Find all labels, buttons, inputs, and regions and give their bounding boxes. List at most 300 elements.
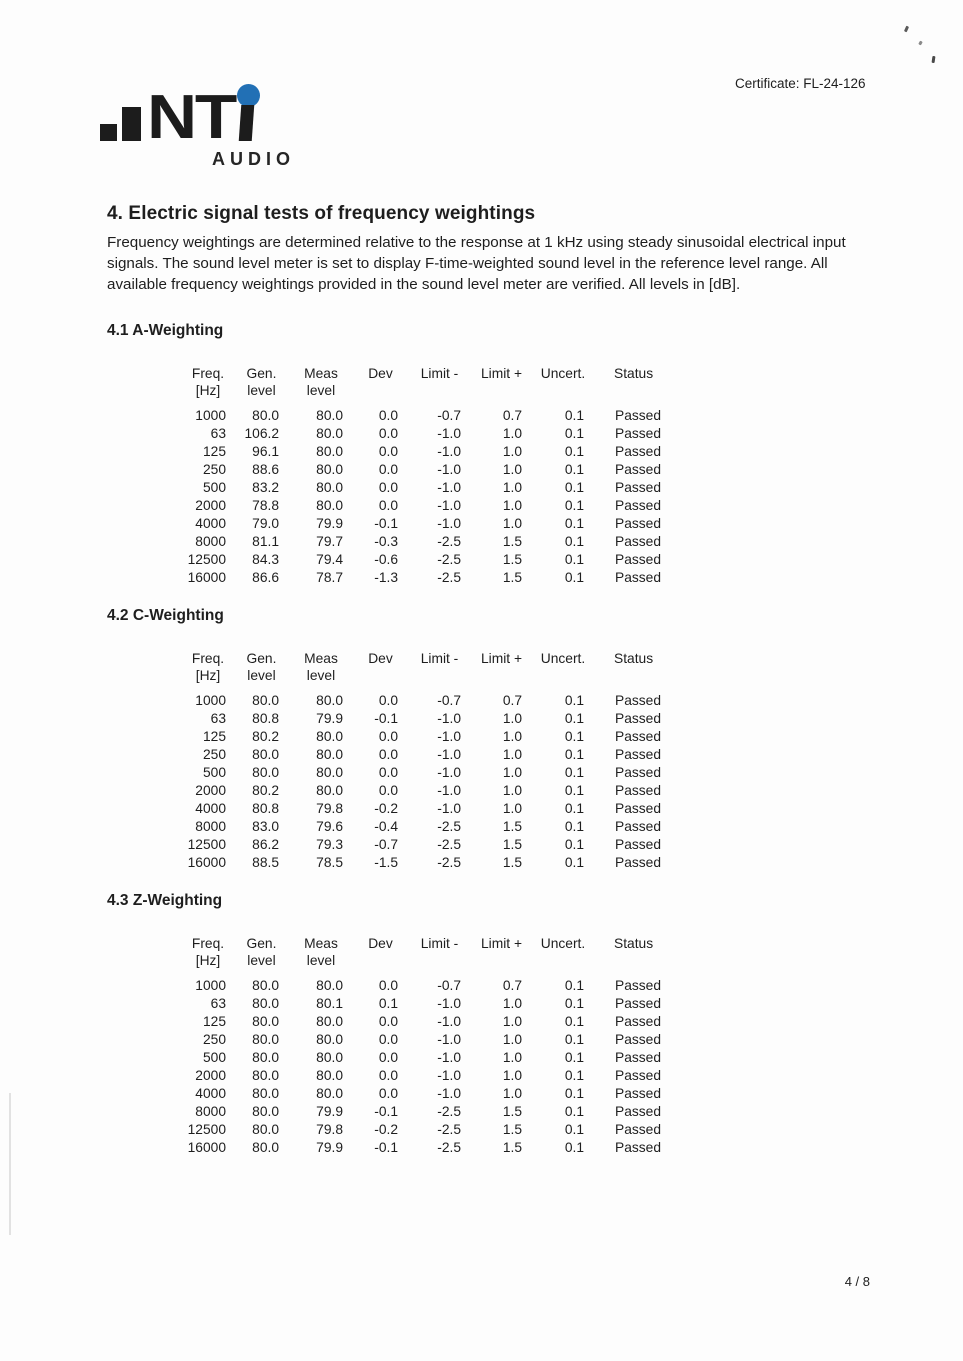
cell-dev: -0.1 xyxy=(374,710,398,726)
cell-meas-level: 80.0 xyxy=(316,1049,343,1065)
cell-meas-level: 79.9 xyxy=(316,1139,343,1155)
table-heading: 4.2 C-Weighting xyxy=(107,606,224,624)
cell-limit-minus: -0.7 xyxy=(437,407,461,423)
cell-freq: 8000 xyxy=(195,818,226,834)
cell-meas-level: 80.0 xyxy=(316,1067,343,1083)
cell-freq: 500 xyxy=(202,479,226,495)
table-row xyxy=(182,977,680,995)
column-header-freq: Freq. [Hz] xyxy=(191,365,225,398)
cell-dev: 0.0 xyxy=(378,425,398,441)
cell-status: Passed xyxy=(615,1121,662,1137)
cell-limit-minus: -1.0 xyxy=(437,1013,461,1029)
column-header-meas-level: Meas level xyxy=(304,935,338,968)
cell-uncert: 0.1 xyxy=(564,836,584,852)
logo-bar-chart-icon xyxy=(100,124,117,141)
cell-freq: 8000 xyxy=(195,1103,226,1119)
cell-gen-level: 80.0 xyxy=(252,1013,279,1029)
logo-blue-dot-icon xyxy=(237,84,260,107)
table-row xyxy=(182,782,680,800)
cell-status: Passed xyxy=(615,497,662,513)
cell-gen-level: 80.0 xyxy=(252,746,279,762)
cell-uncert: 0.1 xyxy=(564,461,584,477)
cell-dev: -0.3 xyxy=(374,533,398,549)
cell-dev: 0.0 xyxy=(378,1049,398,1065)
table-header-row xyxy=(182,650,680,692)
logo-i-stem xyxy=(238,105,254,141)
cell-limit-plus: 1.5 xyxy=(502,836,522,852)
cell-status: Passed xyxy=(615,1049,662,1065)
column-header-meas-level: Meas level xyxy=(304,650,338,683)
cell-status: Passed xyxy=(615,818,662,834)
cell-dev: -0.1 xyxy=(374,1103,398,1119)
cell-limit-plus: 1.0 xyxy=(502,764,522,780)
cell-freq: 63 xyxy=(210,995,226,1011)
cell-limit-minus: -2.5 xyxy=(437,818,461,834)
cell-dev: 0.0 xyxy=(378,782,398,798)
cell-dev: 0.0 xyxy=(378,479,398,495)
cell-limit-minus: -2.5 xyxy=(437,1139,461,1155)
cell-meas-level: 80.0 xyxy=(316,443,343,459)
column-header-status: Status xyxy=(614,365,654,381)
cell-meas-level: 79.4 xyxy=(316,551,343,567)
cell-gen-level: 80.0 xyxy=(252,407,279,423)
cell-limit-plus: 1.0 xyxy=(502,800,522,816)
cell-uncert: 0.1 xyxy=(564,995,584,1011)
cell-dev: 0.0 xyxy=(378,728,398,744)
cell-limit-minus: -1.0 xyxy=(437,710,461,726)
logo-letter-i xyxy=(236,84,261,142)
cell-freq: 250 xyxy=(202,461,226,477)
table-row xyxy=(182,1049,680,1067)
cell-dev: -0.1 xyxy=(374,1139,398,1155)
table-heading: 4.1 A-Weighting xyxy=(107,321,224,339)
cell-freq: 4000 xyxy=(195,1085,226,1101)
cell-limit-plus: 0.7 xyxy=(502,692,522,708)
cell-dev: 0.0 xyxy=(378,407,398,423)
cell-gen-level: 80.8 xyxy=(252,800,279,816)
cell-status: Passed xyxy=(615,407,662,423)
cell-freq: 4000 xyxy=(195,800,226,816)
cell-status: Passed xyxy=(615,479,662,495)
cell-meas-level: 80.0 xyxy=(316,479,343,495)
cell-freq: 63 xyxy=(210,425,226,441)
column-header-gen-level: Gen. level xyxy=(246,365,277,398)
cell-gen-level: 80.8 xyxy=(252,710,279,726)
weighting-section-z xyxy=(107,892,863,1157)
cell-status: Passed xyxy=(615,533,662,549)
cell-status: Passed xyxy=(615,854,662,870)
cell-dev: -1.3 xyxy=(374,569,398,585)
column-header-limit-plus: Limit + xyxy=(480,650,523,666)
cell-limit-plus: 0.7 xyxy=(502,977,522,993)
column-header-uncert: Uncert. xyxy=(540,650,586,666)
table-row xyxy=(182,764,680,782)
cell-limit-minus: -1.0 xyxy=(437,1085,461,1101)
cell-dev: 0.0 xyxy=(378,443,398,459)
table-row xyxy=(182,461,680,479)
cell-meas-level: 79.6 xyxy=(316,818,343,834)
cell-dev: 0.0 xyxy=(378,692,398,708)
cell-limit-minus: -1.0 xyxy=(437,800,461,816)
cell-dev: 0.0 xyxy=(378,1067,398,1083)
cell-gen-level: 84.3 xyxy=(252,551,279,567)
cell-limit-minus: -1.0 xyxy=(437,746,461,762)
cell-limit-plus: 1.0 xyxy=(502,1031,522,1047)
column-header-gen-level: Gen. level xyxy=(246,935,277,968)
cell-dev: 0.0 xyxy=(378,1085,398,1101)
cell-meas-level: 80.0 xyxy=(316,407,343,423)
cell-meas-level: 80.0 xyxy=(316,764,343,780)
column-header-uncert: Uncert. xyxy=(540,935,586,951)
cell-uncert: 0.1 xyxy=(564,1013,584,1029)
cell-limit-plus: 1.5 xyxy=(502,533,522,549)
scan-speck-artifact xyxy=(904,26,909,33)
cell-dev: -0.6 xyxy=(374,551,398,567)
cell-freq: 2000 xyxy=(195,497,226,513)
cell-limit-minus: -0.7 xyxy=(437,692,461,708)
cell-limit-minus: -1.0 xyxy=(437,995,461,1011)
cell-gen-level: 83.2 xyxy=(252,479,279,495)
cell-limit-plus: 1.0 xyxy=(502,515,522,531)
column-header-limit-minus: Limit - xyxy=(420,650,459,666)
cell-limit-plus: 1.0 xyxy=(502,782,522,798)
cell-status: Passed xyxy=(615,1031,662,1047)
cell-meas-level: 80.0 xyxy=(316,1085,343,1101)
table-row xyxy=(182,746,680,764)
cell-meas-level: 80.0 xyxy=(316,782,343,798)
cell-uncert: 0.1 xyxy=(564,1049,584,1065)
table-row xyxy=(182,407,680,425)
cell-freq: 16000 xyxy=(187,1139,226,1155)
cell-limit-minus: -1.0 xyxy=(437,1067,461,1083)
cell-meas-level: 79.8 xyxy=(316,1121,343,1137)
table-row xyxy=(182,533,680,551)
cell-limit-minus: -1.0 xyxy=(437,1031,461,1047)
cell-limit-plus: 1.0 xyxy=(502,425,522,441)
column-header-gen-level: Gen. level xyxy=(246,650,277,683)
cell-meas-level: 80.0 xyxy=(316,746,343,762)
table-row xyxy=(182,995,680,1013)
cell-limit-minus: -0.7 xyxy=(437,977,461,993)
cell-limit-plus: 1.5 xyxy=(502,1139,522,1155)
cell-limit-plus: 0.7 xyxy=(502,407,522,423)
cell-freq: 125 xyxy=(202,728,226,744)
cell-limit-plus: 1.0 xyxy=(502,746,522,762)
cell-meas-level: 80.0 xyxy=(316,692,343,708)
cell-meas-level: 80.0 xyxy=(316,1013,343,1029)
cell-status: Passed xyxy=(615,692,662,708)
cell-meas-level: 79.7 xyxy=(316,533,343,549)
cell-uncert: 0.1 xyxy=(564,764,584,780)
logo-bar-chart-icon xyxy=(122,107,141,141)
table-row xyxy=(182,1013,680,1031)
cell-limit-plus: 1.0 xyxy=(502,461,522,477)
z-weighting-table xyxy=(182,935,680,1157)
cell-gen-level: 80.2 xyxy=(252,728,279,744)
cell-status: Passed xyxy=(615,746,662,762)
column-header-status: Status xyxy=(614,935,654,951)
a-weighting-table xyxy=(182,365,680,587)
cell-freq: 1000 xyxy=(195,692,226,708)
cell-status: Passed xyxy=(615,977,662,993)
column-header-meas-level: Meas level xyxy=(304,365,338,398)
cell-gen-level: 80.2 xyxy=(252,782,279,798)
column-header-uncert: Uncert. xyxy=(540,365,586,381)
cell-uncert: 0.1 xyxy=(564,710,584,726)
cell-gen-level: 88.5 xyxy=(252,854,279,870)
weighting-section-a xyxy=(107,322,863,587)
cell-freq: 250 xyxy=(202,746,226,762)
cell-limit-plus: 1.0 xyxy=(502,497,522,513)
cell-limit-minus: -2.5 xyxy=(437,569,461,585)
cell-uncert: 0.1 xyxy=(564,800,584,816)
section-intro-paragraph: Frequency weightings are determined relative to the response at 1 kHz using steady sinusoidal electrical input signals. The sound level meter is set to display F-time-weighted sound level in the reference level range. All available frequency weightings provided in the sound level meter are verified. All levels in [dB]. xyxy=(107,234,846,294)
cell-uncert: 0.1 xyxy=(564,692,584,708)
cell-gen-level: 86.2 xyxy=(252,836,279,852)
cell-gen-level: 88.6 xyxy=(252,461,279,477)
cell-status: Passed xyxy=(615,710,662,726)
cell-limit-plus: 1.0 xyxy=(502,479,522,495)
cell-limit-plus: 1.5 xyxy=(502,1103,522,1119)
logo-wordmark xyxy=(100,82,296,152)
cell-limit-plus: 1.5 xyxy=(502,854,522,870)
cell-uncert: 0.1 xyxy=(564,1139,584,1155)
table-row xyxy=(182,854,680,872)
cell-status: Passed xyxy=(615,800,662,816)
cell-uncert: 0.1 xyxy=(564,746,584,762)
cell-dev: 0.0 xyxy=(378,1013,398,1029)
cell-uncert: 0.1 xyxy=(564,854,584,870)
cell-limit-minus: -1.0 xyxy=(437,443,461,459)
cell-gen-level: 80.0 xyxy=(252,995,279,1011)
cell-dev: -0.1 xyxy=(374,515,398,531)
cell-gen-level: 80.0 xyxy=(252,692,279,708)
cell-uncert: 0.1 xyxy=(564,1121,584,1137)
cell-gen-level: 80.0 xyxy=(252,1085,279,1101)
cell-gen-level: 80.0 xyxy=(252,1139,279,1155)
cell-status: Passed xyxy=(615,551,662,567)
cell-status: Passed xyxy=(615,836,662,852)
table-row xyxy=(182,1121,680,1139)
cell-meas-level: 80.0 xyxy=(316,461,343,477)
cell-uncert: 0.1 xyxy=(564,533,584,549)
cell-meas-level: 80.0 xyxy=(316,425,343,441)
certificate-number: Certificate: FL-24-126 xyxy=(735,76,866,91)
nti-audio-logo xyxy=(100,82,296,170)
column-header-limit-plus: Limit + xyxy=(480,365,523,381)
weighting-section-c xyxy=(107,607,863,872)
cell-limit-plus: 1.5 xyxy=(502,818,522,834)
cell-limit-minus: -1.0 xyxy=(437,782,461,798)
cell-status: Passed xyxy=(615,1139,662,1155)
cell-uncert: 0.1 xyxy=(564,728,584,744)
scan-speck-artifact xyxy=(932,56,936,63)
cell-status: Passed xyxy=(615,515,662,531)
cell-uncert: 0.1 xyxy=(564,551,584,567)
table-row xyxy=(182,800,680,818)
table-row xyxy=(182,692,680,710)
c-weighting-table xyxy=(182,650,680,872)
cell-status: Passed xyxy=(615,995,662,1011)
cell-dev: 0.1 xyxy=(378,995,398,1011)
cell-meas-level: 79.8 xyxy=(316,800,343,816)
table-row xyxy=(182,515,680,533)
cell-dev: -0.2 xyxy=(374,800,398,816)
cell-gen-level: 78.8 xyxy=(252,497,279,513)
cell-freq: 2000 xyxy=(195,782,226,798)
cell-uncert: 0.1 xyxy=(564,818,584,834)
cell-meas-level: 79.3 xyxy=(316,836,343,852)
table-row xyxy=(182,569,680,587)
cell-dev: 0.0 xyxy=(378,461,398,477)
cell-gen-level: 83.0 xyxy=(252,818,279,834)
cell-uncert: 0.1 xyxy=(564,497,584,513)
table-row xyxy=(182,425,680,443)
cell-gen-level: 81.1 xyxy=(252,533,279,549)
cell-limit-minus: -2.5 xyxy=(437,1121,461,1137)
cell-dev: 0.0 xyxy=(378,764,398,780)
cell-limit-plus: 1.0 xyxy=(502,1013,522,1029)
table-row xyxy=(182,836,680,854)
table-row xyxy=(182,728,680,746)
cell-dev: 0.0 xyxy=(378,977,398,993)
cell-uncert: 0.1 xyxy=(564,443,584,459)
cell-limit-plus: 1.0 xyxy=(502,728,522,744)
table-row xyxy=(182,818,680,836)
cell-meas-level: 80.1 xyxy=(316,995,343,1011)
cell-freq: 500 xyxy=(202,1049,226,1065)
cell-gen-level: 80.0 xyxy=(252,977,279,993)
cell-freq: 1000 xyxy=(195,977,226,993)
table-row xyxy=(182,1103,680,1121)
cell-freq: 12500 xyxy=(187,1121,226,1137)
cell-dev: 0.0 xyxy=(378,497,398,513)
cell-uncert: 0.1 xyxy=(564,1103,584,1119)
column-header-freq: Freq. [Hz] xyxy=(191,935,225,968)
cell-freq: 16000 xyxy=(187,854,226,870)
cell-limit-plus: 1.0 xyxy=(502,1049,522,1065)
cell-meas-level: 79.9 xyxy=(316,515,343,531)
cell-limit-plus: 1.0 xyxy=(502,710,522,726)
cell-limit-minus: -1.0 xyxy=(437,728,461,744)
scan-speck-artifact xyxy=(918,41,923,46)
table-row xyxy=(182,551,680,569)
cell-freq: 125 xyxy=(202,443,226,459)
cell-dev: 0.0 xyxy=(378,1031,398,1047)
cell-gen-level: 96.1 xyxy=(252,443,279,459)
table-header-row xyxy=(182,365,680,407)
column-header-limit-plus: Limit + xyxy=(480,935,523,951)
table-row xyxy=(182,1085,680,1103)
cell-meas-level: 78.7 xyxy=(316,569,343,585)
cell-gen-level: 80.0 xyxy=(252,1031,279,1047)
cell-meas-level: 80.0 xyxy=(316,728,343,744)
cell-uncert: 0.1 xyxy=(564,425,584,441)
table-row xyxy=(182,1139,680,1157)
cell-limit-minus: -1.0 xyxy=(437,515,461,531)
cell-limit-plus: 1.5 xyxy=(502,569,522,585)
table-row xyxy=(182,443,680,461)
column-header-status: Status xyxy=(614,650,654,666)
cell-freq: 125 xyxy=(202,1013,226,1029)
cell-gen-level: 106.2 xyxy=(244,425,279,441)
cell-freq: 16000 xyxy=(187,569,226,585)
table-row xyxy=(182,497,680,515)
cell-uncert: 0.1 xyxy=(564,977,584,993)
column-header-dev: Dev xyxy=(368,650,393,666)
cell-uncert: 0.1 xyxy=(564,1067,584,1083)
cell-dev: -0.4 xyxy=(374,818,398,834)
cell-freq: 12500 xyxy=(187,836,226,852)
cell-meas-level: 78.5 xyxy=(316,854,343,870)
cell-limit-plus: 1.0 xyxy=(502,1067,522,1083)
column-header-dev: Dev xyxy=(368,365,393,381)
table-row xyxy=(182,479,680,497)
cell-uncert: 0.1 xyxy=(564,782,584,798)
cell-dev: -0.7 xyxy=(374,836,398,852)
cell-status: Passed xyxy=(615,1013,662,1029)
cell-limit-plus: 1.0 xyxy=(502,443,522,459)
cell-limit-minus: -2.5 xyxy=(437,1103,461,1119)
cell-status: Passed xyxy=(615,461,662,477)
page-number: 4 / 8 xyxy=(844,1274,870,1289)
column-header-limit-minus: Limit - xyxy=(420,935,459,951)
cell-limit-minus: -2.5 xyxy=(437,551,461,567)
cell-limit-minus: -2.5 xyxy=(437,836,461,852)
cell-status: Passed xyxy=(615,425,662,441)
table-header-row xyxy=(182,935,680,977)
cell-status: Passed xyxy=(615,443,662,459)
column-header-freq: Freq. [Hz] xyxy=(191,650,225,683)
column-header-dev: Dev xyxy=(368,935,393,951)
cell-status: Passed xyxy=(615,728,662,744)
cell-gen-level: 80.0 xyxy=(252,1121,279,1137)
cell-freq: 1000 xyxy=(195,407,226,423)
cell-meas-level: 80.0 xyxy=(316,977,343,993)
scan-edge-artifact xyxy=(9,1093,11,1235)
cell-gen-level: 79.0 xyxy=(252,515,279,531)
cell-limit-plus: 1.5 xyxy=(502,551,522,567)
cell-gen-level: 80.0 xyxy=(252,764,279,780)
cell-status: Passed xyxy=(615,569,662,585)
cell-limit-minus: -2.5 xyxy=(437,854,461,870)
cell-meas-level: 79.9 xyxy=(316,710,343,726)
table-row xyxy=(182,1067,680,1085)
logo-sub-brand: AUDIO xyxy=(212,149,295,169)
cell-limit-minus: -1.0 xyxy=(437,1049,461,1065)
cell-freq: 63 xyxy=(210,710,226,726)
cell-gen-level: 86.6 xyxy=(252,569,279,585)
table-heading: 4.3 Z-Weighting xyxy=(107,891,223,909)
cell-uncert: 0.1 xyxy=(564,407,584,423)
cell-uncert: 0.1 xyxy=(564,1031,584,1047)
cell-limit-minus: -1.0 xyxy=(437,479,461,495)
cell-limit-minus: -1.0 xyxy=(437,497,461,513)
cell-freq: 12500 xyxy=(187,551,226,567)
cell-status: Passed xyxy=(615,1067,662,1083)
logo-letters-nt: NT xyxy=(147,83,236,152)
cell-limit-minus: -1.0 xyxy=(437,764,461,780)
cell-freq: 500 xyxy=(202,764,226,780)
cell-meas-level: 80.0 xyxy=(316,497,343,513)
table-row xyxy=(182,1031,680,1049)
cell-gen-level: 80.0 xyxy=(252,1049,279,1065)
cell-uncert: 0.1 xyxy=(564,1085,584,1101)
cell-freq: 4000 xyxy=(195,515,226,531)
cell-meas-level: 79.9 xyxy=(316,1103,343,1119)
cell-uncert: 0.1 xyxy=(564,515,584,531)
table-row xyxy=(182,710,680,728)
